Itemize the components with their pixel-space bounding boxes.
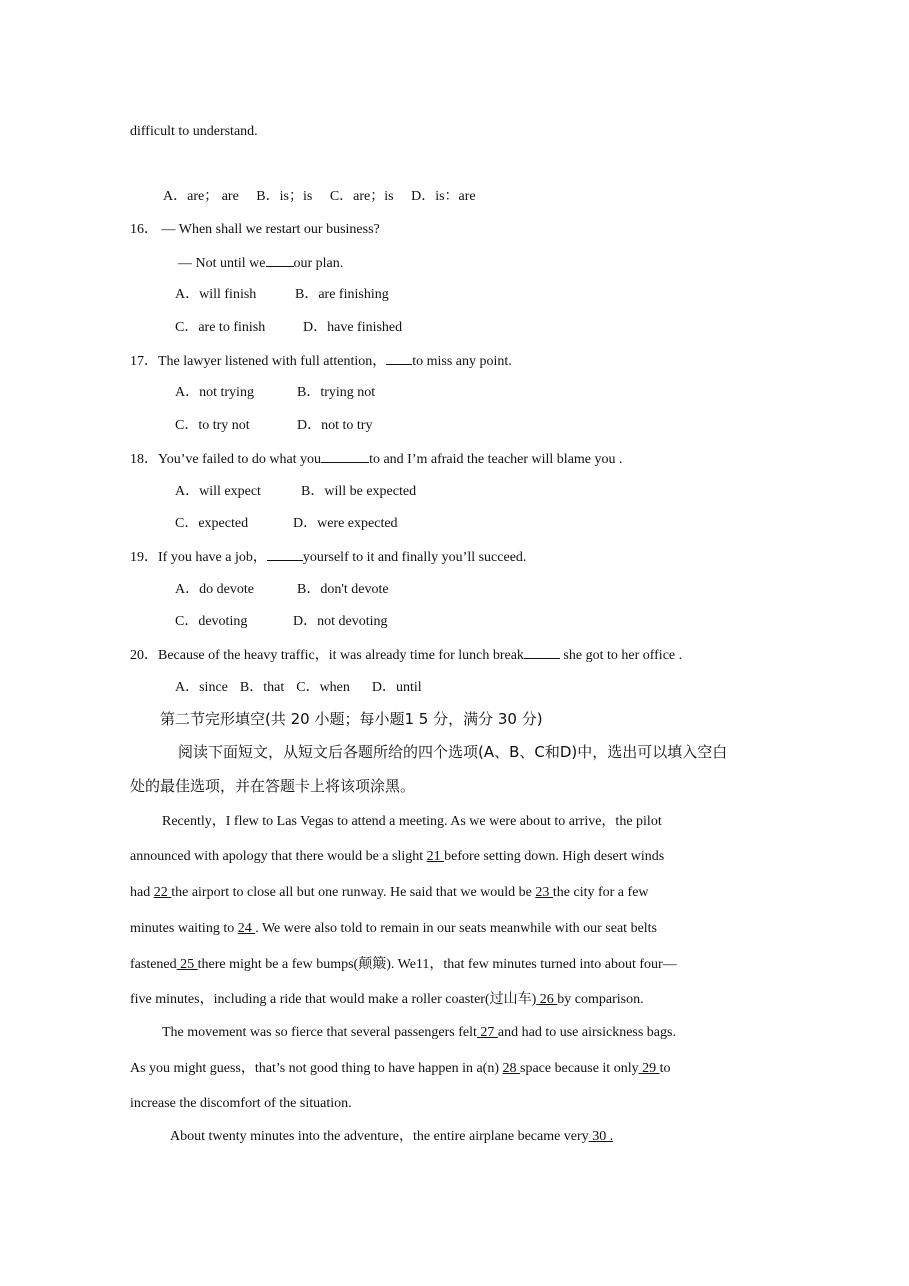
option-d: D．have finished — [303, 320, 403, 335]
question-number: 17． — [130, 354, 158, 369]
passage-line — [130, 991, 644, 1009]
section-title — [160, 710, 543, 728]
question-17 — [130, 352, 512, 371]
passage-line — [130, 920, 657, 938]
question-stem: You’ve failed to do what you — [158, 452, 322, 467]
answer-blank — [386, 352, 412, 365]
answer-blank — [266, 254, 294, 267]
option-b: B．don't devote — [297, 582, 389, 597]
passage-line — [162, 1024, 676, 1042]
instruction-line-1 — [178, 743, 727, 761]
option-a: A．will expect — [175, 484, 261, 499]
paragraph-text: minutes waiting to — [130, 921, 238, 936]
instruction-text: 阅读下面短文，从短文后各题所给的四个选项(A、B、C和D)中，选出可以填入空白 — [178, 743, 728, 761]
option-b: B．is；is — [256, 189, 313, 204]
paragraph-text: by comparison. — [557, 992, 644, 1007]
option-a: A．do devote — [175, 582, 254, 597]
question-number: 19． — [130, 550, 158, 565]
instruction-text: 处的最佳选项，并在答题卡上将该项涂黑。 — [130, 777, 416, 795]
option-a: A．since — [175, 680, 228, 695]
paragraph-text: About twenty minutes into the adventure，the entire airplane became very — [170, 1129, 589, 1144]
option-b: B．are finishing — [295, 287, 389, 302]
option-d: D．until — [371, 680, 422, 695]
question-stem: she got to her office . — [559, 648, 683, 663]
question-number: 20． — [130, 648, 158, 663]
passage-line — [130, 1095, 352, 1113]
option-b: B．that — [239, 680, 285, 695]
option-d: D．not to try — [297, 418, 373, 433]
blank-29: 29 — [638, 1061, 660, 1076]
passage-line — [170, 1128, 613, 1146]
answer-blank — [321, 450, 369, 463]
question-stem: The lawyer listened with full attention， — [158, 354, 387, 369]
blank-24: 24 — [237, 921, 256, 936]
answer-blank — [524, 646, 560, 659]
question-number: 18． — [130, 452, 158, 467]
paragraph-text: fastened — [130, 957, 177, 972]
question-stem: Because of the heavy traffic，it was already time for lunch break — [158, 648, 524, 663]
question-20 — [130, 646, 682, 665]
paragraph-text: Recently，I flew to Las Vegas to attend a meeting. As we were about to arrive，the pilot — [162, 814, 662, 829]
option-d: D．is：are — [411, 189, 476, 204]
paragraph-text: announced with apology that there would be a slight — [130, 849, 427, 864]
text-line — [130, 123, 258, 141]
option-c: C．are to finish — [175, 320, 266, 335]
option-c: C．when — [296, 680, 350, 695]
question-stem: yourself to it and finally you’ll succeed. — [302, 550, 527, 565]
option-c: C．devoting — [175, 614, 248, 629]
paragraph-text: The movement was so fierce that several passengers felt — [162, 1025, 477, 1040]
blank-21: 21 — [426, 849, 445, 864]
section-title-text: 第二节完形填空(共 20 小题；每小题1 5 分，满分 30 分) — [160, 710, 543, 728]
q18-options-row1 — [175, 483, 416, 501]
q17-options-row2 — [175, 417, 372, 435]
passage-line — [130, 956, 677, 974]
passage-line — [162, 813, 662, 831]
q19-options-row2 — [175, 613, 388, 631]
paragraph-text: difficult to understand. — [130, 124, 258, 139]
option-a: A．are； are — [163, 189, 239, 204]
question-19 — [130, 548, 526, 567]
q18-options-row2 — [175, 515, 398, 533]
question-stem: — When shall we restart our business? — [161, 222, 380, 237]
option-a: A．will finish — [175, 287, 257, 302]
option-d: D．not devoting — [293, 614, 388, 629]
answer-blank — [267, 548, 303, 561]
option-d: D．were expected — [293, 516, 398, 531]
blank-27: 27 — [476, 1025, 498, 1040]
q15-options — [163, 188, 476, 206]
blank-23: 23 — [535, 885, 553, 900]
paragraph-text: As you might guess，that’s not good thing to have happen in a(n) — [130, 1061, 503, 1076]
q17-options-row1 — [175, 384, 375, 402]
paragraph-text: increase the discomfort of the situation. — [130, 1096, 352, 1111]
question-stem: our plan. — [293, 256, 344, 271]
blank-28: 28 — [502, 1061, 521, 1076]
question-number: 16． — [130, 222, 158, 237]
paragraph-text: five minutes，including a ride that would make a roller coaster(过山车) — [130, 992, 537, 1007]
q19-options-row1 — [175, 581, 389, 599]
instruction-line-2 — [130, 777, 415, 795]
question-stem: If you have a job， — [158, 550, 267, 565]
question-stem: to miss any point. — [412, 354, 512, 369]
blank-26: 26 — [536, 992, 558, 1007]
question-stem: — Not until we — [178, 256, 266, 271]
paragraph-text: there might be a few bumps(颠簸). We11，that few minutes turned into about four— — [197, 957, 677, 972]
option-c: C．expected — [175, 516, 249, 531]
question-18 — [130, 450, 623, 469]
paragraph-text: the airport to close all but one runway. He said that we would be — [171, 885, 536, 900]
passage-line — [130, 884, 649, 902]
passage-line — [130, 848, 664, 866]
paragraph-text: space because it only — [520, 1061, 639, 1076]
q16-options-row1 — [175, 286, 389, 304]
paragraph-text: before setting down. High desert winds — [444, 849, 665, 864]
blank-25: 25 — [176, 957, 198, 972]
question-16 — [130, 221, 380, 239]
q16-options-row2 — [175, 319, 402, 337]
paragraph-text: and had to use airsickness bags. — [497, 1025, 676, 1040]
option-b: B．trying not — [297, 385, 376, 400]
option-c: C．to try not — [175, 418, 250, 433]
question-stem: to and I’m afraid the teacher will blame you . — [369, 452, 623, 467]
option-b: B．will be expected — [301, 484, 417, 499]
question-16-reply — [178, 254, 343, 273]
q20-options — [175, 679, 422, 697]
option-c: C．are；is — [329, 189, 394, 204]
paragraph-text: had — [130, 885, 154, 900]
blank-22: 22 — [153, 885, 172, 900]
paragraph-text: the city for a few — [552, 885, 649, 900]
blank-30: 30 . — [588, 1129, 614, 1144]
option-a: A．not trying — [175, 385, 254, 400]
passage-line — [130, 1060, 670, 1078]
paragraph-text: to — [659, 1061, 671, 1076]
paragraph-text: . We were also told to remain in our seats meanwhile with our seat belts — [255, 921, 658, 936]
